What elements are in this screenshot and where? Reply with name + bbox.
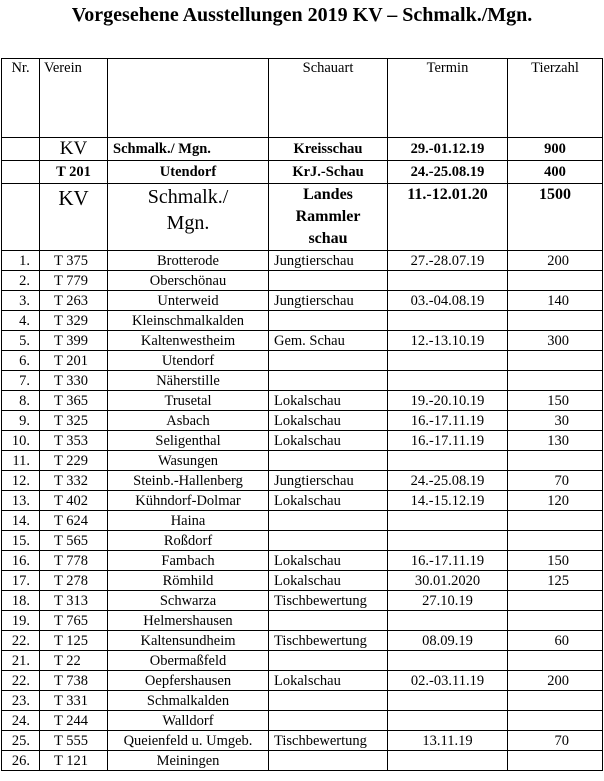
cell-termin bbox=[388, 351, 508, 371]
ort-line: Schmalk./ bbox=[147, 186, 229, 208]
cell-ort: Römhild bbox=[108, 571, 269, 591]
cell-tierzahl bbox=[508, 451, 603, 471]
cell-termin: 02.-03.11.19 bbox=[388, 671, 508, 691]
cell-verein: T 125 bbox=[40, 631, 108, 651]
cell-nr: 24. bbox=[2, 711, 40, 731]
cell-nr: 13. bbox=[2, 491, 40, 511]
cell-termin: 08.09.19 bbox=[388, 631, 508, 651]
cell-termin bbox=[388, 451, 508, 471]
cell-verein: T 624 bbox=[40, 511, 108, 531]
header-schauart: Schauart bbox=[269, 59, 388, 138]
cell-schauart: Lokalschau bbox=[269, 671, 388, 691]
cell-ort: Queienfeld u. Umgeb. bbox=[108, 731, 269, 751]
cell-schauart bbox=[269, 311, 388, 331]
landesrammlerschau-row bbox=[2, 184, 603, 251]
cell-tierzahl: 125 bbox=[508, 571, 603, 591]
cell-termin: 14.-15.12.19 bbox=[388, 491, 508, 511]
cell-ort: Asbach bbox=[108, 411, 269, 431]
cell-verein: T 329 bbox=[40, 311, 108, 331]
cell-tierzahl: 70 bbox=[508, 731, 603, 751]
cell-schauart: Tischbewertung bbox=[269, 731, 388, 751]
table-row bbox=[2, 511, 603, 531]
cell-ort: Unterweid bbox=[108, 291, 269, 311]
cell-nr: 4. bbox=[2, 311, 40, 331]
document-title: Vorgesehene Ausstellungen 2019 KV – Schmalk./Mgn. bbox=[71, 4, 533, 26]
table-row bbox=[2, 531, 603, 551]
cell-tierzahl bbox=[508, 271, 603, 291]
cell-nr: 14. bbox=[2, 511, 40, 531]
cell-termin: 24.-25.08.19 bbox=[388, 161, 508, 184]
table-row bbox=[2, 651, 603, 671]
cell-termin bbox=[388, 651, 508, 671]
cell-termin: 27.-28.07.19 bbox=[388, 251, 508, 271]
cell-ort: Oberschönau bbox=[108, 271, 269, 291]
cell-schauart bbox=[269, 651, 388, 671]
cell-termin bbox=[388, 691, 508, 711]
cell-tierzahl: 60 bbox=[508, 631, 603, 651]
cell-verein: T 565 bbox=[40, 531, 108, 551]
cell-termin bbox=[388, 711, 508, 731]
cell-verein: T 555 bbox=[40, 731, 108, 751]
cell-tierzahl: 130 bbox=[508, 431, 603, 451]
header-nr: Nr. bbox=[2, 59, 40, 138]
cell-verein: KV bbox=[40, 138, 108, 161]
cell-schauart bbox=[269, 611, 388, 631]
kreisjungtierschau-row bbox=[2, 161, 603, 184]
cell-ort: Trusetal bbox=[108, 391, 269, 411]
table-row bbox=[2, 691, 603, 711]
table-row bbox=[2, 711, 603, 731]
cell-ort: Kaltenwestheim bbox=[108, 331, 269, 351]
cell-ort: Utendorf bbox=[108, 161, 269, 184]
cell-schauart: Lokalschau bbox=[269, 391, 388, 411]
cell-termin bbox=[388, 271, 508, 291]
cell-tierzahl bbox=[508, 611, 603, 631]
cell-verein: KV bbox=[40, 184, 108, 251]
cell-tierzahl bbox=[508, 691, 603, 711]
cell-schauart: Jungtierschau bbox=[269, 291, 388, 311]
cell-schauart bbox=[269, 751, 388, 771]
table-row bbox=[2, 371, 603, 391]
cell-nr: 7. bbox=[2, 371, 40, 391]
table-row bbox=[2, 491, 603, 511]
table-row bbox=[2, 611, 603, 631]
cell-ort: Seligenthal bbox=[108, 431, 269, 451]
cell-termin: 16.-17.11.19 bbox=[388, 551, 508, 571]
cell-tierzahl bbox=[508, 651, 603, 671]
cell-schauart: Lokalschau bbox=[269, 491, 388, 511]
cell-schauart bbox=[269, 711, 388, 731]
table-row bbox=[2, 451, 603, 471]
cell-ort bbox=[108, 184, 269, 251]
cell-verein: T 121 bbox=[40, 751, 108, 771]
cell-verein: T 201 bbox=[40, 161, 108, 184]
cell-nr: 3. bbox=[2, 291, 40, 311]
cell-schauart bbox=[269, 351, 388, 371]
cell-verein: T 263 bbox=[40, 291, 108, 311]
cell-ort: Utendorf bbox=[108, 351, 269, 371]
table-row bbox=[2, 291, 603, 311]
cell-verein: T 738 bbox=[40, 671, 108, 691]
cell-nr: 17. bbox=[2, 571, 40, 591]
cell-termin bbox=[388, 311, 508, 331]
cell-nr: 22. bbox=[2, 631, 40, 651]
cell-termin: 24.-25.08.19 bbox=[388, 471, 508, 491]
cell-schauart bbox=[269, 691, 388, 711]
table-row bbox=[2, 631, 603, 651]
cell-verein: T 22 bbox=[40, 651, 108, 671]
cell-tierzahl: 120 bbox=[508, 491, 603, 511]
cell-schauart: Lokalschau bbox=[269, 571, 388, 591]
cell-ort: Haina bbox=[108, 511, 269, 531]
cell-verein: T 332 bbox=[40, 471, 108, 491]
cell-ort: Kaltensundheim bbox=[108, 631, 269, 651]
schauart-line: Landes bbox=[303, 186, 353, 203]
cell-nr: 19. bbox=[2, 611, 40, 631]
cell-termin bbox=[388, 531, 508, 551]
cell-ort: Schmalk./ Mgn. bbox=[108, 138, 269, 161]
cell-schauart: Lokalschau bbox=[269, 411, 388, 431]
cell-tierzahl bbox=[508, 711, 603, 731]
cell-termin bbox=[388, 751, 508, 771]
cell-nr: 15. bbox=[2, 531, 40, 551]
cell-tierzahl bbox=[508, 311, 603, 331]
cell-nr: 2. bbox=[2, 271, 40, 291]
cell-schauart: Tischbewertung bbox=[269, 631, 388, 651]
cell-schauart bbox=[269, 531, 388, 551]
header-ort bbox=[108, 59, 269, 138]
cell-verein: T 201 bbox=[40, 351, 108, 371]
table-row bbox=[2, 751, 603, 771]
cell-tierzahl: 150 bbox=[508, 551, 603, 571]
cell-tierzahl: 200 bbox=[508, 251, 603, 271]
table-row bbox=[2, 411, 603, 431]
cell-nr: 9. bbox=[2, 411, 40, 431]
cell-verein: T 353 bbox=[40, 431, 108, 451]
cell-termin: 29.-01.12.19 bbox=[388, 138, 508, 161]
cell-termin bbox=[388, 511, 508, 531]
cell-tierzahl: 150 bbox=[508, 391, 603, 411]
table-row bbox=[2, 551, 603, 571]
cell-nr: 12. bbox=[2, 471, 40, 491]
cell-nr: 6. bbox=[2, 351, 40, 371]
cell-schauart bbox=[269, 371, 388, 391]
cell-termin: 27.10.19 bbox=[388, 591, 508, 611]
cell-nr bbox=[2, 161, 40, 184]
cell-verein: T 330 bbox=[40, 371, 108, 391]
cell-schauart: Jungtierschau bbox=[269, 251, 388, 271]
cell-ort: Obermaßfeld bbox=[108, 651, 269, 671]
cell-tierzahl bbox=[508, 531, 603, 551]
cell-tierzahl: 1500 bbox=[508, 184, 603, 251]
cell-ort: Schwarza bbox=[108, 591, 269, 611]
cell-tierzahl bbox=[508, 351, 603, 371]
cell-verein: T 313 bbox=[40, 591, 108, 611]
cell-tierzahl bbox=[508, 371, 603, 391]
cell-termin: 12.-13.10.19 bbox=[388, 331, 508, 351]
cell-nr: 16. bbox=[2, 551, 40, 571]
cell-schauart: Gem. Schau bbox=[269, 331, 388, 351]
cell-ort: Meiningen bbox=[108, 751, 269, 771]
table-row bbox=[2, 331, 603, 351]
cell-termin: 16.-17.11.19 bbox=[388, 431, 508, 451]
cell-schauart: Tischbewertung bbox=[269, 591, 388, 611]
table-row bbox=[2, 671, 603, 691]
kreisschau-row bbox=[2, 138, 603, 161]
cell-schauart bbox=[269, 184, 388, 251]
cell-termin bbox=[388, 611, 508, 631]
schauart-line: schau bbox=[308, 230, 348, 247]
cell-tierzahl bbox=[508, 591, 603, 611]
cell-ort: Brotterode bbox=[108, 251, 269, 271]
cell-ort: Wasungen bbox=[108, 451, 269, 471]
cell-verein: T 765 bbox=[40, 611, 108, 631]
cell-nr: 5. bbox=[2, 331, 40, 351]
cell-ort: Oepfershausen bbox=[108, 671, 269, 691]
table-row bbox=[2, 351, 603, 371]
cell-termin: 19.-20.10.19 bbox=[388, 391, 508, 411]
schauart-line: Rammler bbox=[295, 208, 361, 225]
cell-termin bbox=[388, 371, 508, 391]
cell-verein: T 399 bbox=[40, 331, 108, 351]
cell-ort: Kühndorf-Dolmar bbox=[108, 491, 269, 511]
table-row bbox=[2, 311, 603, 331]
cell-nr bbox=[2, 138, 40, 161]
table-row bbox=[2, 571, 603, 591]
header-verein: Verein bbox=[40, 59, 108, 138]
table-row bbox=[2, 431, 603, 451]
cell-verein: T 779 bbox=[40, 271, 108, 291]
header-row bbox=[2, 59, 603, 138]
cell-tierzahl: 900 bbox=[508, 138, 603, 161]
cell-termin: 30.01.2020 bbox=[388, 571, 508, 591]
cell-verein: T 778 bbox=[40, 551, 108, 571]
table-row bbox=[2, 471, 603, 491]
cell-schauart bbox=[269, 271, 388, 291]
cell-nr: 23. bbox=[2, 691, 40, 711]
cell-nr: 1. bbox=[2, 251, 40, 271]
header-termin: Termin bbox=[388, 59, 508, 138]
cell-ort: Helmershausen bbox=[108, 611, 269, 631]
cell-verein: T 365 bbox=[40, 391, 108, 411]
table-row bbox=[2, 591, 603, 611]
ort-line: Mgn. bbox=[166, 212, 210, 234]
cell-nr: 11. bbox=[2, 451, 40, 471]
table-body bbox=[2, 59, 603, 771]
cell-verein: T 229 bbox=[40, 451, 108, 471]
cell-termin: 11.-12.01.20 bbox=[388, 184, 508, 251]
cell-nr: 8. bbox=[2, 391, 40, 411]
cell-schauart bbox=[269, 451, 388, 471]
table-row bbox=[2, 271, 603, 291]
cell-nr: 22. bbox=[2, 671, 40, 691]
cell-verein: T 244 bbox=[40, 711, 108, 731]
cell-tierzahl: 140 bbox=[508, 291, 603, 311]
cell-ort: Schmalkalden bbox=[108, 691, 269, 711]
cell-schauart: Kreisschau bbox=[269, 138, 388, 161]
cell-ort: Fambach bbox=[108, 551, 269, 571]
cell-termin: 13.11.19 bbox=[388, 731, 508, 751]
cell-nr bbox=[2, 184, 40, 251]
cell-tierzahl bbox=[508, 511, 603, 531]
cell-ort: Kleinschmalkalden bbox=[108, 311, 269, 331]
cell-verein: T 331 bbox=[40, 691, 108, 711]
table-row bbox=[2, 251, 603, 271]
exhibitions-table bbox=[1, 58, 603, 771]
header-tierzahl: Tierzahl bbox=[508, 59, 603, 138]
table-row bbox=[2, 731, 603, 751]
cell-tierzahl: 200 bbox=[508, 671, 603, 691]
cell-termin: 16.-17.11.19 bbox=[388, 411, 508, 431]
cell-termin: 03.-04.08.19 bbox=[388, 291, 508, 311]
cell-verein: T 278 bbox=[40, 571, 108, 591]
cell-tierzahl: 70 bbox=[508, 471, 603, 491]
cell-tierzahl: 400 bbox=[508, 161, 603, 184]
cell-nr: 21. bbox=[2, 651, 40, 671]
cell-verein: T 375 bbox=[40, 251, 108, 271]
cell-schauart: KrJ.-Schau bbox=[269, 161, 388, 184]
cell-nr: 26. bbox=[2, 751, 40, 771]
cell-schauart bbox=[269, 511, 388, 531]
cell-verein: T 325 bbox=[40, 411, 108, 431]
cell-nr: 18. bbox=[2, 591, 40, 611]
table-row bbox=[2, 391, 603, 411]
cell-ort: Roßdorf bbox=[108, 531, 269, 551]
cell-tierzahl bbox=[508, 751, 603, 771]
cell-tierzahl: 300 bbox=[508, 331, 603, 351]
cell-nr: 10. bbox=[2, 431, 40, 451]
cell-schauart: Lokalschau bbox=[269, 551, 388, 571]
cell-nr: 25. bbox=[2, 731, 40, 751]
cell-tierzahl: 30 bbox=[508, 411, 603, 431]
cell-schauart: Lokalschau bbox=[269, 431, 388, 451]
cell-verein: T 402 bbox=[40, 491, 108, 511]
cell-ort: Walldorf bbox=[108, 711, 269, 731]
cell-ort: Steinb.-Hallenberg bbox=[108, 471, 269, 491]
cell-ort: Näherstille bbox=[108, 371, 269, 391]
cell-schauart: Jungtierschau bbox=[269, 471, 388, 491]
